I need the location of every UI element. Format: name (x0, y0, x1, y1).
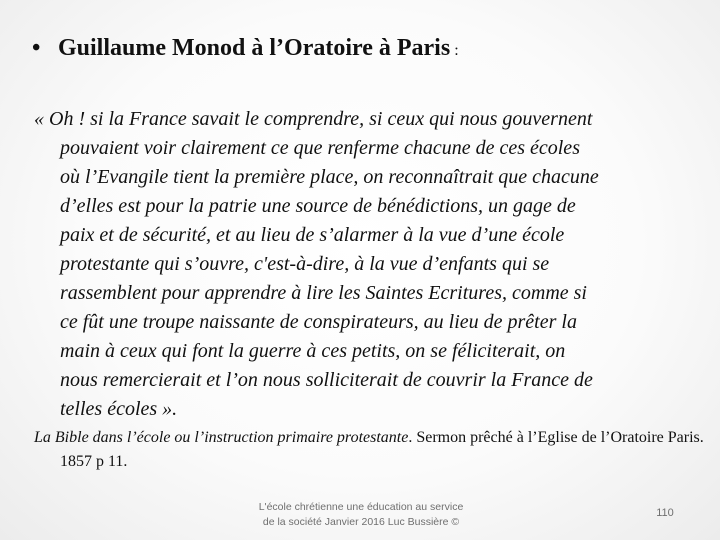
footer-text: L'école chrétienne une éducation au service de la société Janvier 2016 Luc Bussière © (258, 501, 464, 528)
source-title: La Bible dans l’école ou l’instruction primaire protestante (34, 429, 409, 446)
title-colon: : (454, 42, 459, 59)
source-citation (34, 426, 720, 474)
title-text: Guillaume Monod à l’Oratoire à Paris (58, 35, 451, 61)
bullet-icon: • (32, 35, 41, 61)
quote-paragraph: « Oh ! si la France savait le comprendre, si ceux qui nous gouvernent pouvaient voir clairement ce que renferme chacune de ces écoles où l’Evangile tient la première place, on reconnaîtrait que chacune d’elles est pour la patrie une source de bénédictions, un gage de paix et de sécurité, et au lieu de s’alarmer à la vue d’une école protestante qui s’ouvre, c'est-à-dire, à la vue d’enfants qui se rassemblent pour apprendre à lire les Saintes Ecritures, comme si ce fût une troupe naissante de conspirateurs, au lieu de prêter la main à ceux qui font la guerre à ces petits, on se féliciterait, on nous remercierait et l’on nous solliciterait de couvrir la France de telles écoles ». (34, 108, 599, 420)
source-details: . Sermon prêché à l’Eglise de l’Oratoire Paris. 1857 p 11. (60, 429, 704, 470)
slide-title (32, 30, 692, 69)
page-number: 110 (656, 507, 674, 519)
